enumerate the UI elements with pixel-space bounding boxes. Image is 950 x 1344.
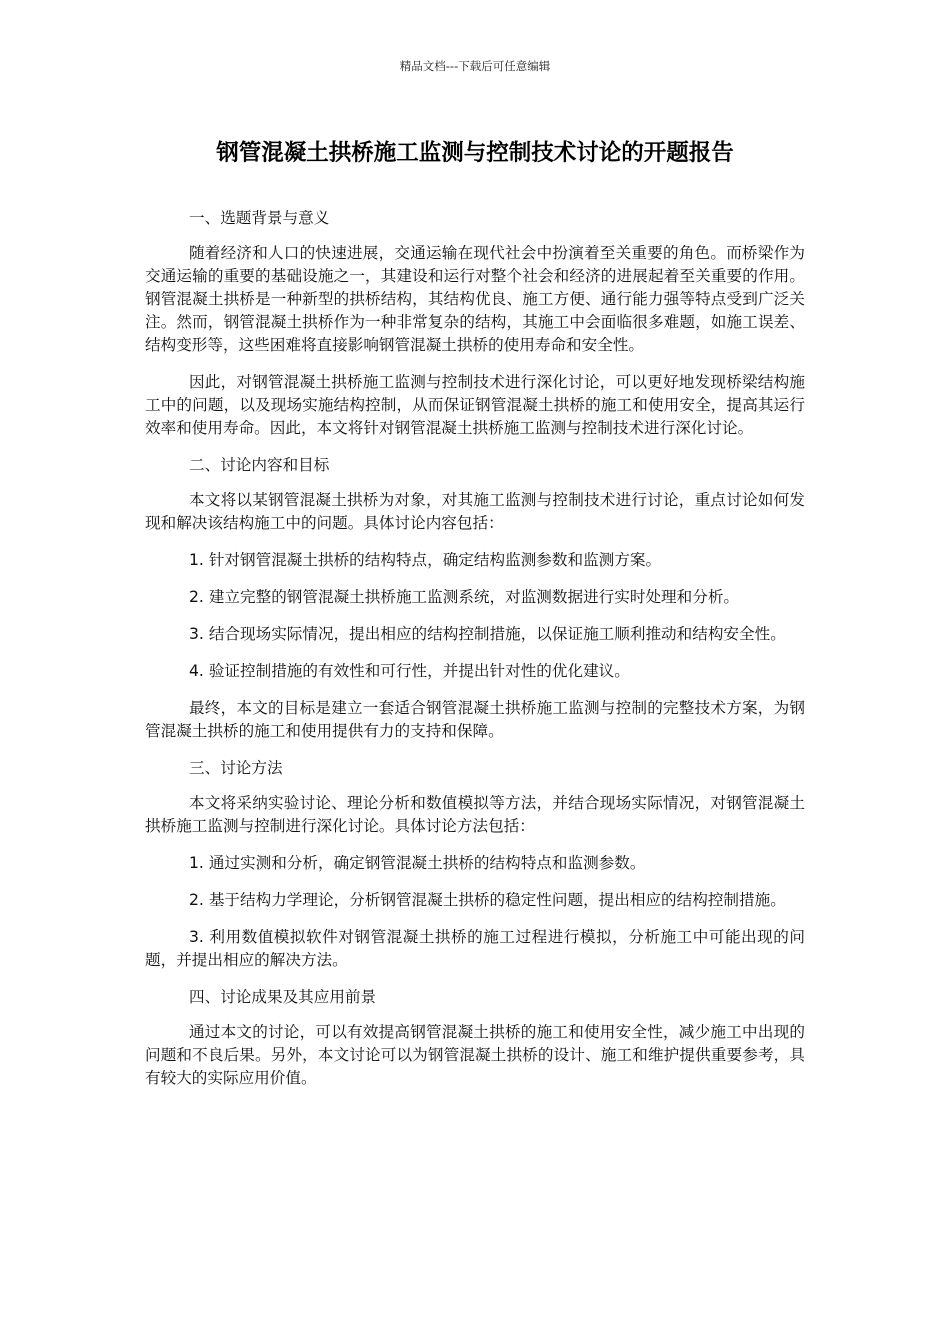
- paragraph-background-2: 因此，对钢管混凝土拱桥施工监测与控制技术进行深化讨论，可以更好地发现桥梁结构施工中的问题，以及现场实施结构控制，从而保证钢管混凝土拱桥的施工和使用安全，提高其运行效率和使用寿命。因此，本文将针对钢管混凝土拱桥施工监测与控制技术进行深化讨论。: [145, 373, 805, 437]
- section-heading-background: 一、选题背景与意义: [189, 209, 330, 227]
- list-item-method-3: 3. 利用数值模拟软件对钢管混凝土拱桥的施工过程进行模拟，分析施工中可能出现的问题，并提出相应的解决方法。: [145, 928, 805, 969]
- paragraph-goals: 最终，本文的目标是建立一套适合钢管混凝土拱桥施工监测与控制的完整技术方案，为钢管混凝土拱桥的施工和使用提供有力的支持和保障。: [145, 699, 805, 740]
- paragraph-background-1: 随着经济和人口的快速进展，交通运输在现代社会中扮演着至关重要的角色。而桥梁作为交通运输的重要的基础设施之一，其建设和运行对整个社会和经济的进展起着至关重要的作用。钢管混凝土拱桥是一种新型的拱桥结构，其结构优良、施工方便、通行能力强等特点受到广泛关注。然而，钢管混凝土拱桥作为一种非常复杂的结构，其施工中会面临很多难题，如施工误差、结构变形等，这些困难将直接影响钢管混凝土拱桥的使用寿命和安全性。: [145, 244, 805, 354]
- document-body: [145, 207, 805, 1104]
- document-title: 钢管混凝土拱桥施工监测与控制技术讨论的开题报告: [216, 140, 734, 166]
- list-item-content-4: 4. 验证控制措施的有效性和可行性，并提出针对性的优化建议。: [189, 662, 630, 680]
- list-item-content-2: 2. 建立完整的钢管混凝土拱桥施工监测系统，对监测数据进行实时处理和分析。: [189, 588, 740, 606]
- section-heading-outcomes: 四、讨论成果及其应用前景: [189, 988, 377, 1006]
- section-heading-content-goals: 二、讨论内容和目标: [189, 456, 330, 474]
- list-item-content-3: 3. 结合现场实际情况，提出相应的结构控制措施，以保证施工顺利推动和结构安全性。: [189, 625, 786, 643]
- header-note: 精品文档---下载后可任意编辑: [399, 59, 551, 73]
- list-item-content-1: 1. 针对钢管混凝土拱桥的结构特点，确定结构监测参数和监测方案。: [189, 551, 662, 569]
- paragraph-content-intro: 本文将以某钢管混凝土拱桥为对象，对其施工监测与控制技术进行讨论，重点讨论如何发现和解决该结构施工中的问题。具体讨论内容包括：: [145, 491, 805, 532]
- list-item-method-2: 2. 基于结构力学理论，分析钢管混凝土拱桥的稳定性问题，提出相应的结构控制措施。: [189, 891, 786, 909]
- list-item-method-1: 1. 通过实测和分析，确定钢管混凝土拱桥的结构特点和监测参数。: [189, 854, 646, 872]
- paragraph-methods-intro: 本文将采纳实验讨论、理论分析和数值模拟等方法，并结合现场实际情况，对钢管混凝土拱桥施工监测与控制进行深化讨论。具体讨论方法包括：: [145, 794, 805, 835]
- paragraph-outcomes: 通过本文的讨论，可以有效提高钢管混凝土拱桥的施工和使用安全性，减少施工中出现的问题和不良后果。另外，本文讨论可以为钢管混凝土拱桥的设计、施工和维护提供重要参考，具有较大的实际应用价值。: [145, 1023, 805, 1087]
- section-heading-methods: 三、讨论方法: [189, 759, 283, 777]
